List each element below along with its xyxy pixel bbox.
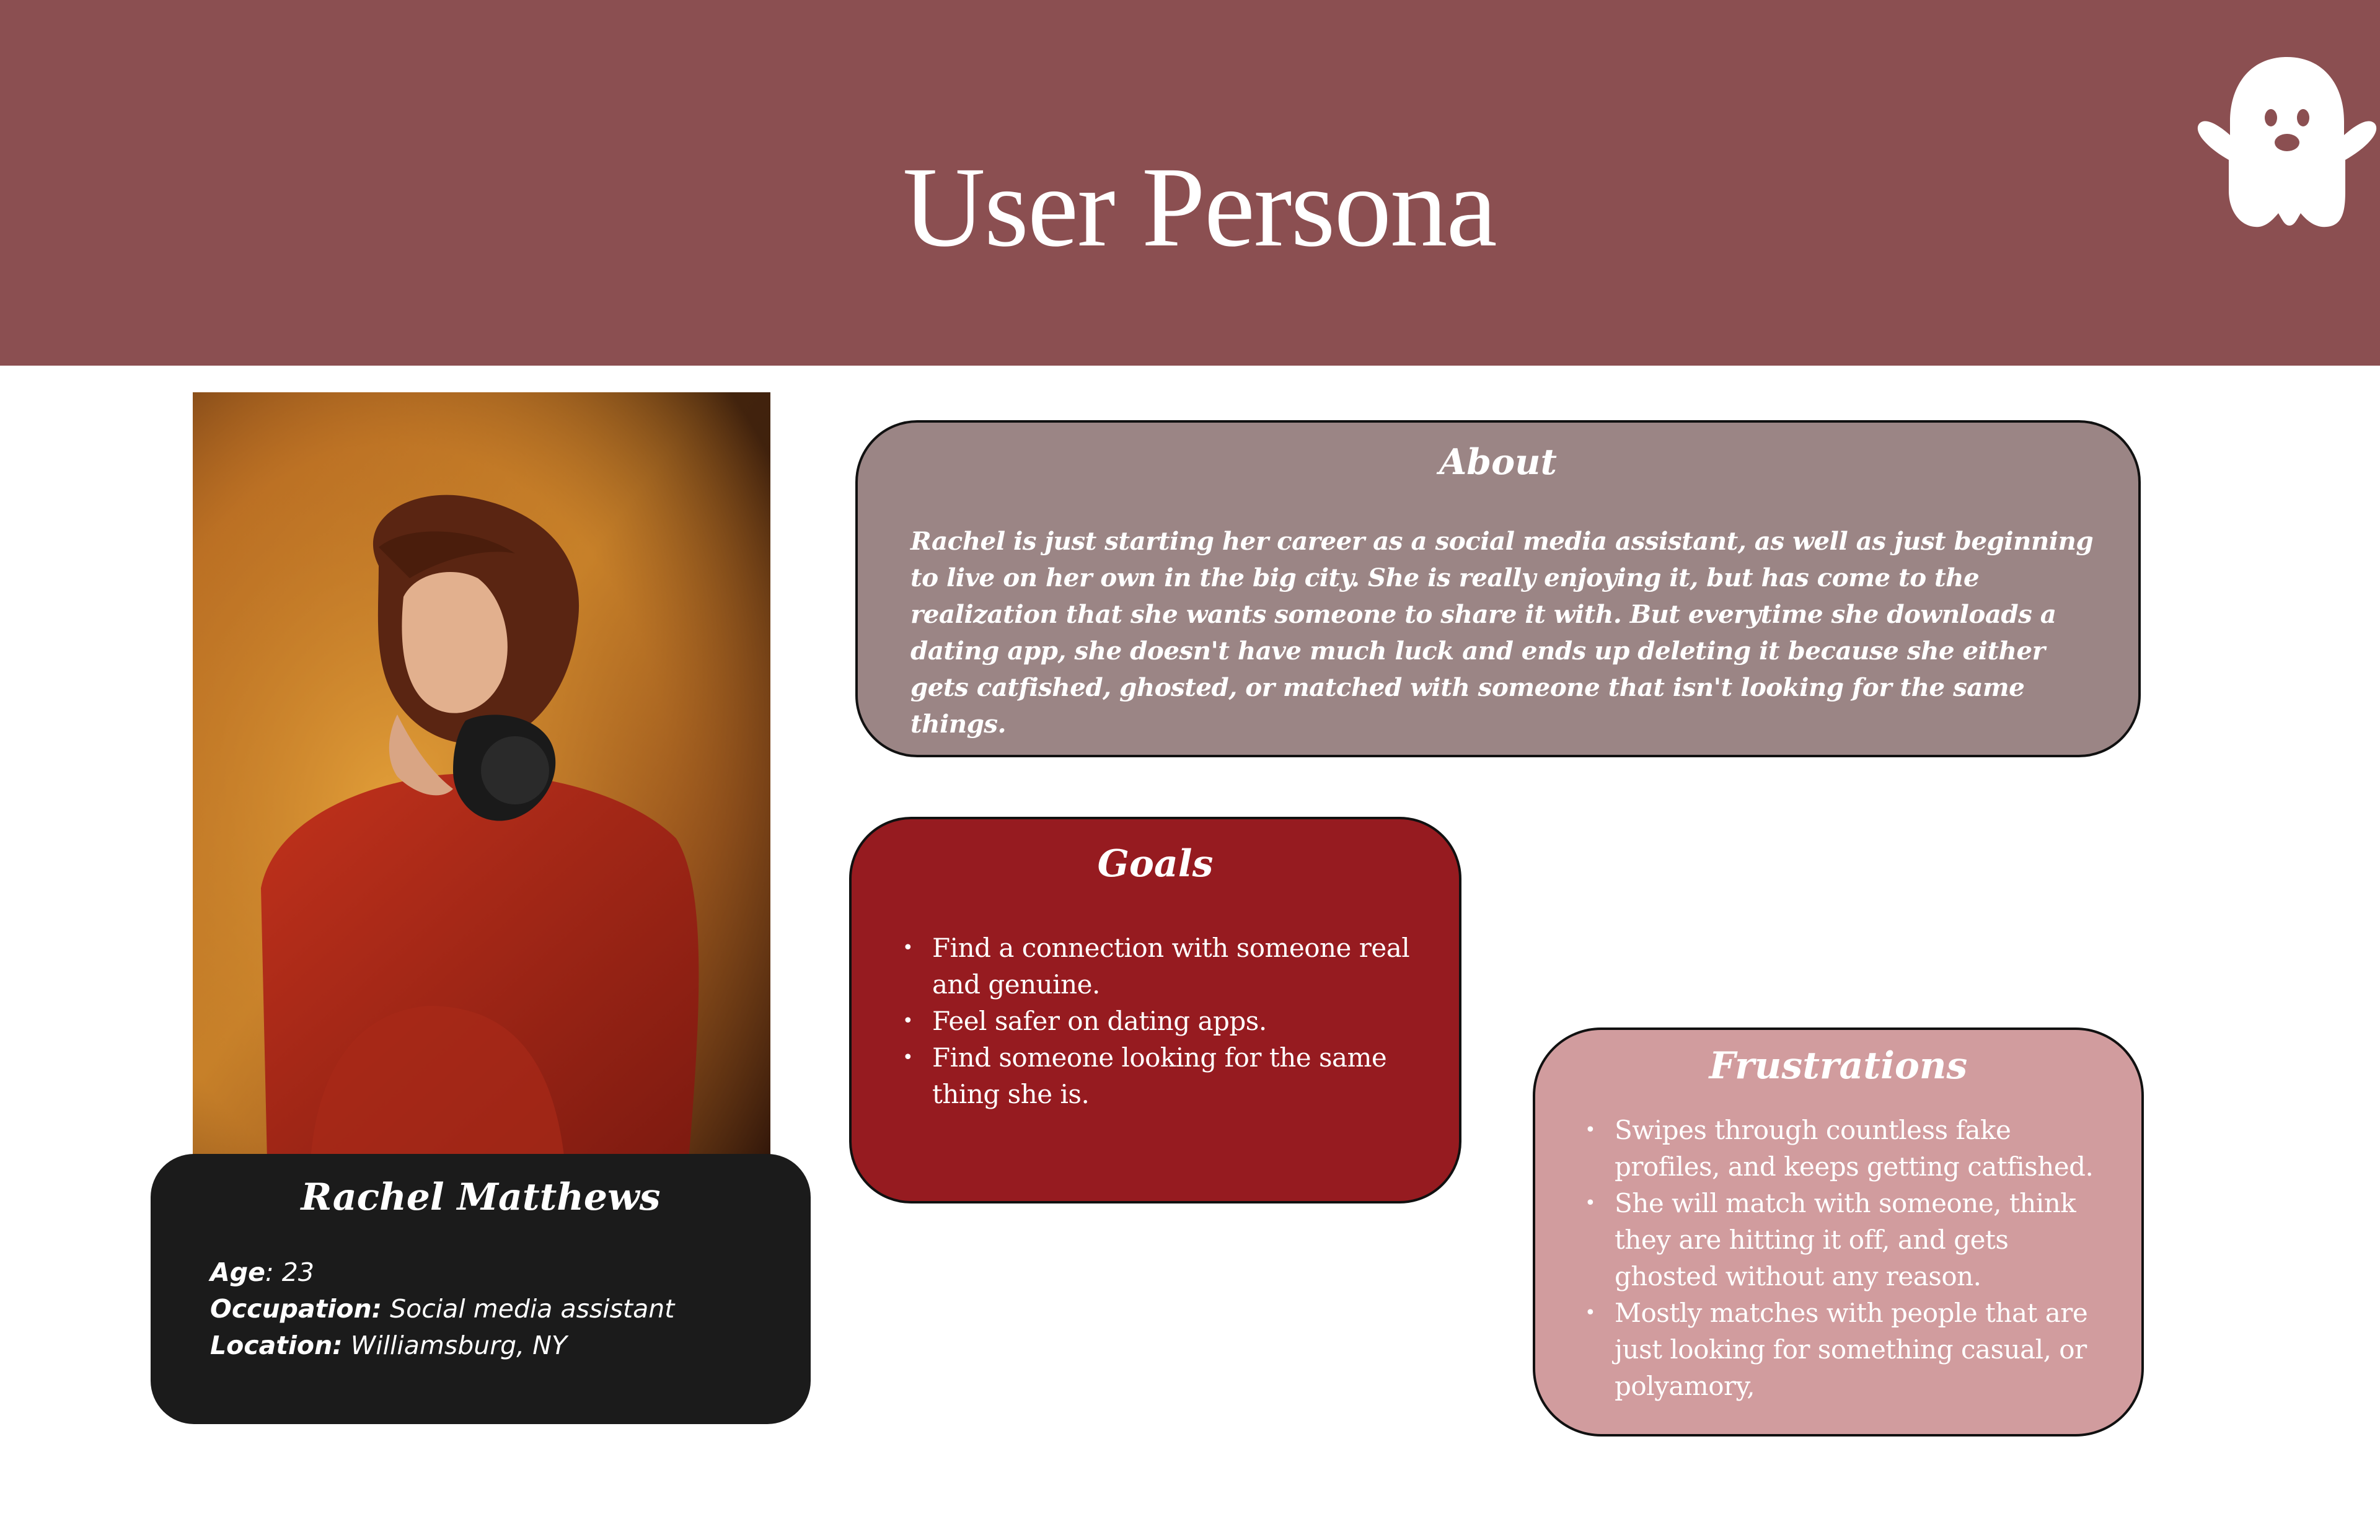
page-title: User Persona — [902, 144, 1496, 271]
profile-age — [210, 1254, 674, 1291]
goals-item: • Find a connection with someone real and genuine. — [902, 930, 1435, 1003]
profile-occupation-label: Occupation: — [210, 1294, 382, 1324]
profile-name: Rachel Matthews — [301, 1176, 661, 1219]
goals-title: Goals — [1097, 842, 1214, 886]
profile-location-value: Williamsburg, NY — [342, 1331, 567, 1360]
about-text: Rachel is just starting her career as a social media assistant, as well as just beginning to live on her own in the big city. She is really enjoying it, but has come to the realization that she wants someone to share it with. But everytime she downloads a dating app, she doesn't have much luck and ends up deleting it because she either gets catfished, ghosted, or matched with someone that isn't looking for the same things. — [910, 526, 2094, 739]
frustrations-list — [1585, 1112, 2118, 1404]
goals-item: • Feel safer on dating apps. — [902, 1003, 1435, 1039]
persona-photo — [193, 392, 770, 1161]
goals-list — [902, 930, 1435, 1112]
frustrations-item: • Mostly matches with people that are just looking for something casual, or polyamory, — [1585, 1295, 2118, 1404]
profile-card — [151, 1154, 811, 1424]
goals-card — [849, 817, 1461, 1203]
profile-location — [210, 1327, 674, 1364]
profile-age-label: Age — [210, 1257, 265, 1287]
frustrations-item: • She will match with someone, think they are hitting it off, and gets ghosted without any reason. — [1585, 1185, 2118, 1295]
profile-occupation-value: Social media assistant — [382, 1294, 675, 1324]
ghost-icon — [2194, 48, 2380, 234]
header-banner — [0, 0, 2380, 366]
about-card — [855, 420, 2141, 757]
profile-details — [210, 1254, 674, 1364]
profile-location-label: Location: — [210, 1331, 343, 1360]
profile-occupation — [210, 1291, 674, 1327]
about-title: About — [1439, 441, 1557, 483]
frustrations-card — [1533, 1027, 2144, 1437]
frustrations-item: • Swipes through countless fake profiles, and keeps getting catfished. — [1585, 1112, 2118, 1185]
goals-item: • Find someone looking for the same thing she is. — [902, 1039, 1435, 1112]
frustrations-title: Frustrations — [1709, 1044, 1968, 1088]
profile-age-value: : 23 — [265, 1257, 314, 1287]
